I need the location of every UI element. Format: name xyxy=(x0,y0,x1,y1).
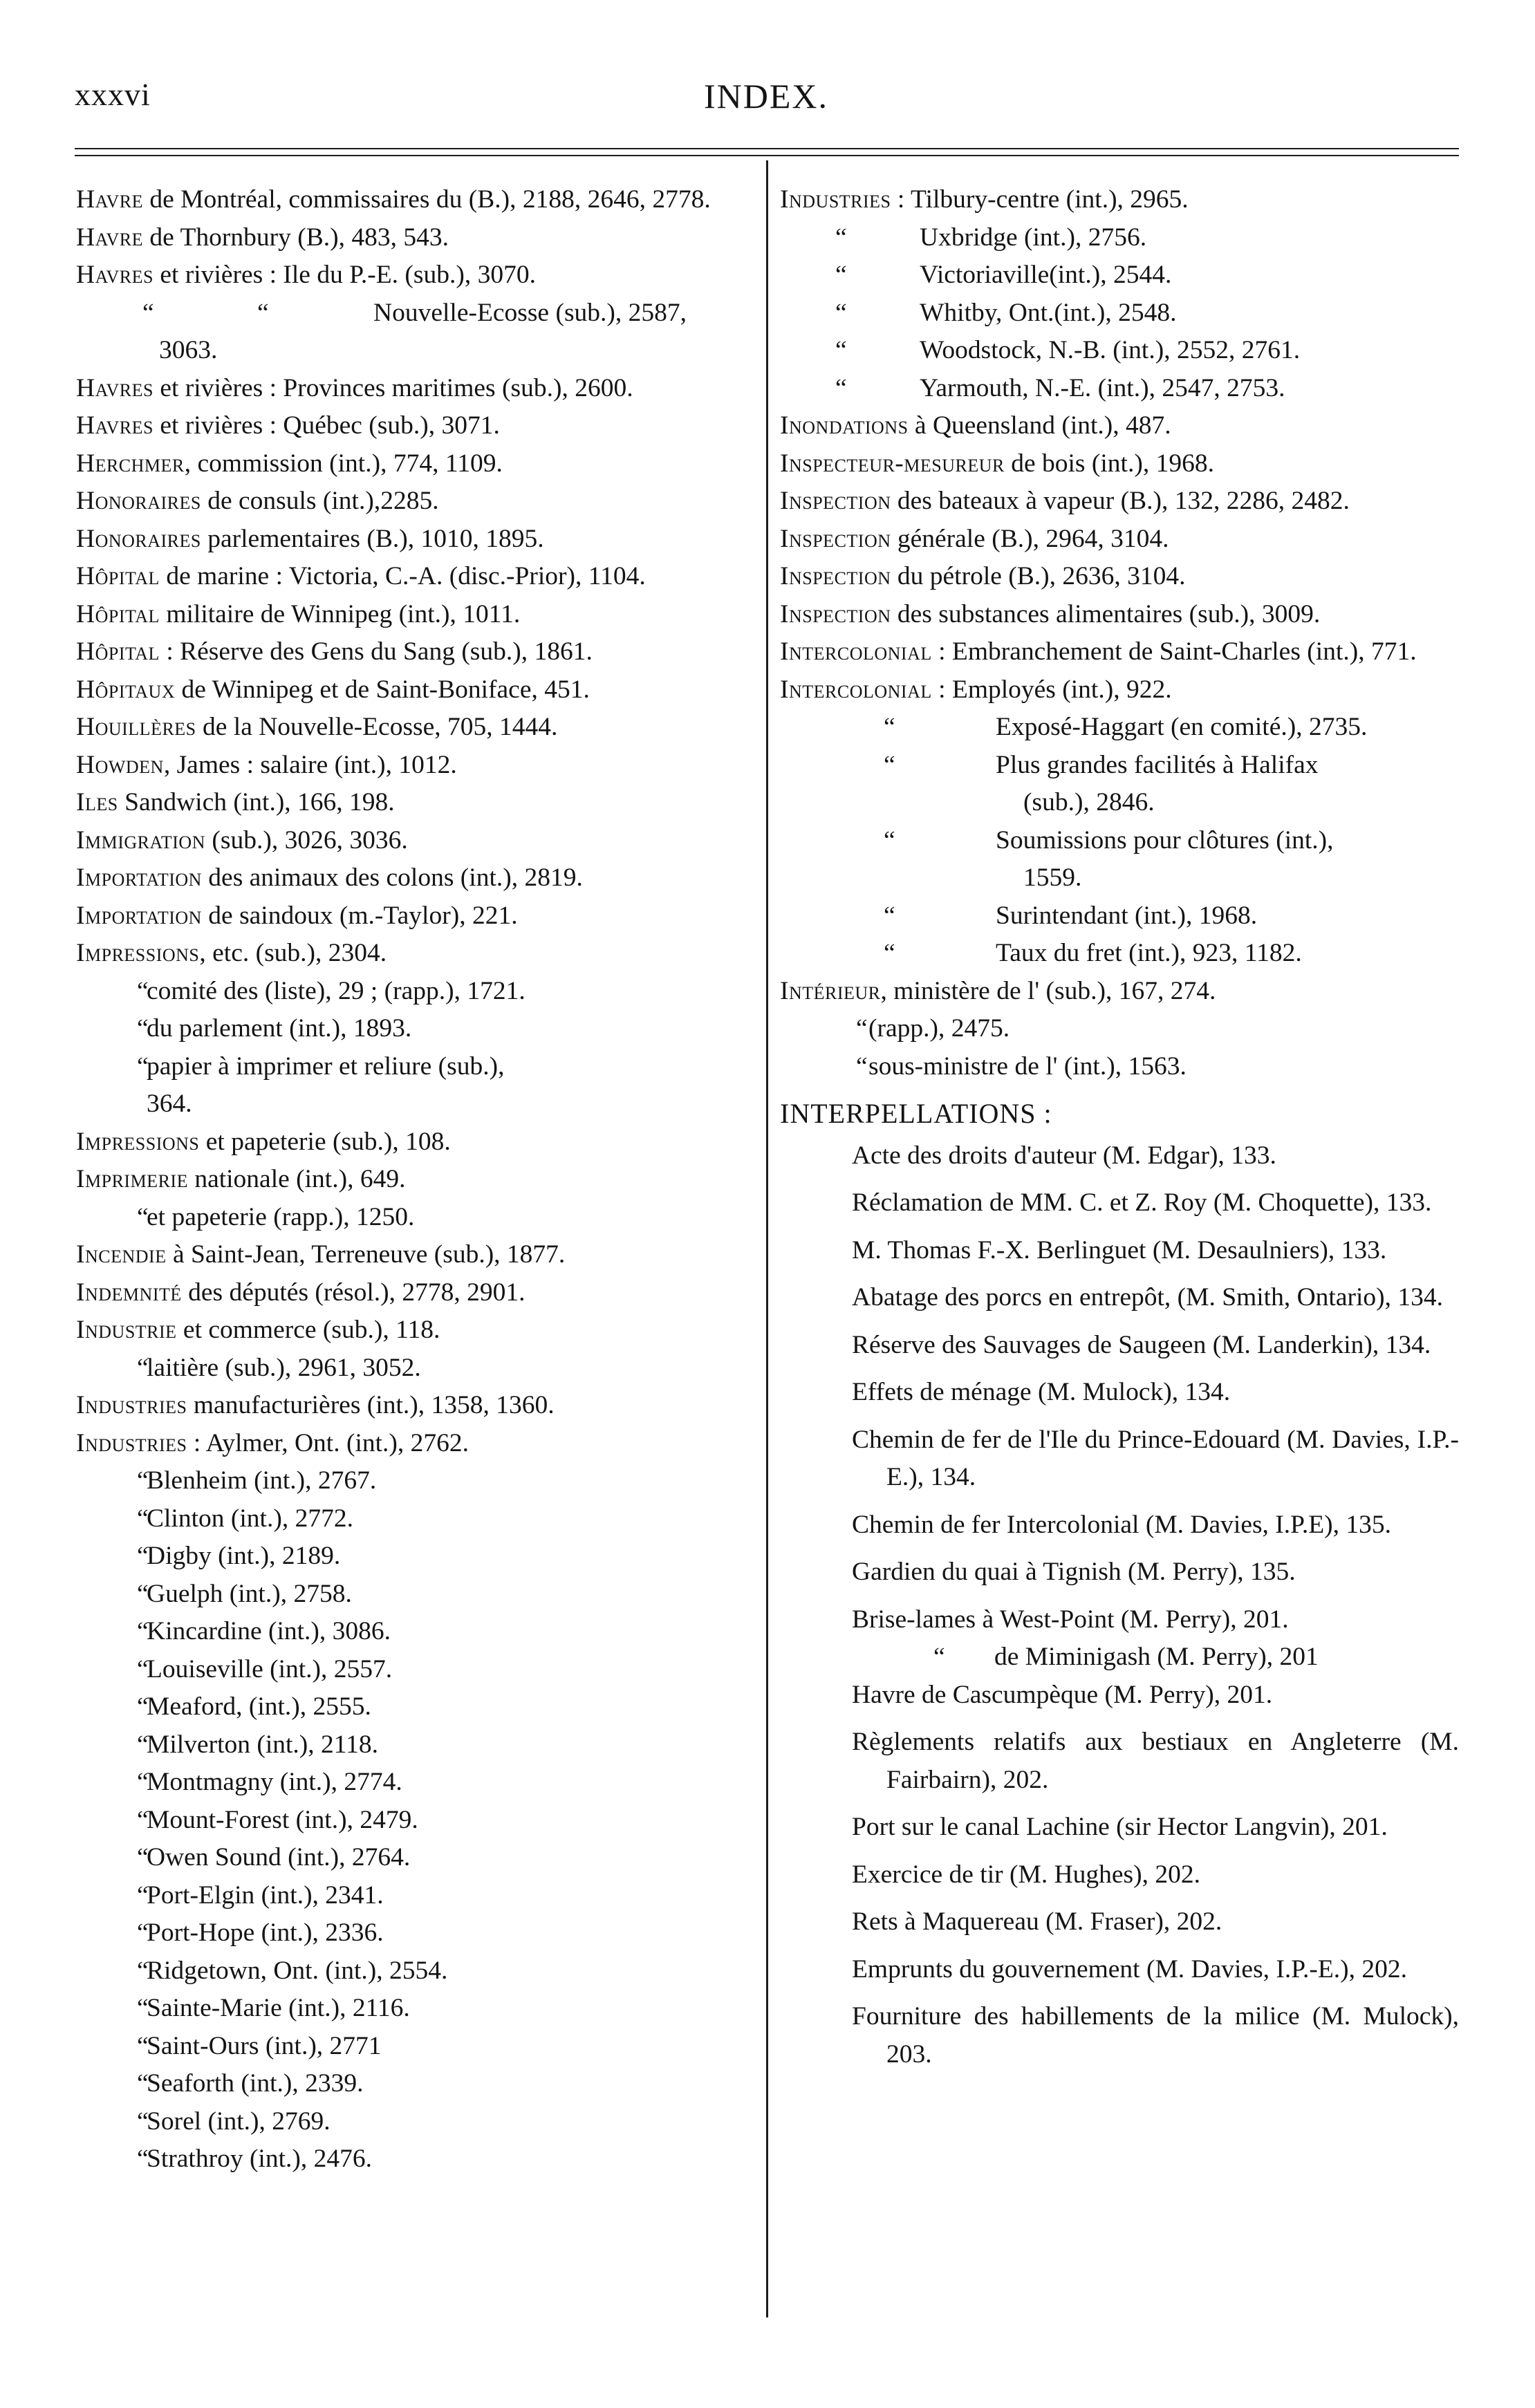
entry-text: Strathroy (int.), 2476. xyxy=(147,2145,373,2173)
index-subentry xyxy=(780,219,1459,257)
entry-text: Blenheim (int.), 2767. xyxy=(147,1466,377,1495)
ditto-mark: “ xyxy=(137,1202,149,1231)
ditto-mark: “ xyxy=(257,298,269,327)
index-entry xyxy=(76,747,755,785)
entry-keyword: Intercolonial xyxy=(780,637,932,666)
ditto-mark: “ xyxy=(137,1843,149,1872)
page-header xyxy=(75,76,1458,124)
entry-text: de marine : Victoria, C.-A. (disc.-Prior), 1104. xyxy=(159,562,646,590)
entry-keyword: Inspection xyxy=(780,524,891,553)
index-subentry xyxy=(76,1802,755,1840)
entry-keyword: Hôpital xyxy=(76,562,160,590)
index-entry xyxy=(780,445,1459,483)
entry-keyword: Howden xyxy=(76,750,164,779)
index-entry xyxy=(76,935,755,973)
ditto-mark: “ xyxy=(884,901,895,930)
index-entry xyxy=(76,445,755,483)
interpellation-item: Exercice de tir (M. Hughes), 202. xyxy=(852,1860,1200,1889)
entry-keyword: Havres xyxy=(76,373,154,402)
ditto-mark: “ xyxy=(137,1466,149,1495)
ditto-mark: “ xyxy=(137,2069,149,2098)
entry-keyword: Inspection xyxy=(780,487,891,515)
entry-keyword: Iles xyxy=(76,788,118,816)
entry-text: et papeterie (rapp.), 1250. xyxy=(147,1202,415,1231)
index-entry xyxy=(76,1425,755,1463)
index-subentry xyxy=(76,295,755,370)
entry-continuation: 364. xyxy=(147,1090,192,1118)
entry-text: manufacturières (int.), 1358, 1360. xyxy=(187,1391,555,1419)
index-subentry xyxy=(76,1613,755,1651)
entry-text: , commission (int.), 774, 1109. xyxy=(184,449,503,478)
index-subentry xyxy=(76,1990,755,2028)
ditto-mark: “ xyxy=(856,1014,868,1043)
interpellation-item: Gardien du quai à Tignish (M. Perry), 135. xyxy=(852,1558,1296,1586)
entry-text: Exposé-Haggart (en comité.), 2735. xyxy=(996,713,1368,741)
index-subentry xyxy=(76,2028,755,2066)
entry-text: des députés (résol.), 2778, 2901. xyxy=(181,1278,525,1307)
entry-keyword: Importation xyxy=(76,864,202,892)
ditto-mark: “ xyxy=(137,1692,149,1721)
index-entry xyxy=(780,558,1459,596)
index-subentry xyxy=(76,1764,755,1802)
interpellation-item: Port sur le canal Lachine (sir Hector Langvin), 201. xyxy=(852,1813,1388,1841)
index-entry xyxy=(76,671,755,709)
interpellation-item: Abatage des porcs en entrepôt, (M. Smith, Ontario), 134. xyxy=(852,1283,1444,1312)
entry-text: comité des (liste), 29 ; (rapp.), 1721. xyxy=(147,976,525,1005)
ditto-mark: “ xyxy=(137,1504,149,1533)
entry-text: Meaford, (int.), 2555. xyxy=(147,1692,371,1721)
index-entry xyxy=(780,596,1459,634)
entry-keyword: Inspection xyxy=(780,599,891,628)
index-subentry xyxy=(76,1952,755,1990)
index-entry xyxy=(76,407,755,445)
index-entry xyxy=(76,596,755,634)
entry-text: (sub.), 3026, 3036. xyxy=(205,825,408,855)
index-subentry xyxy=(76,1500,755,1538)
interpellation-item: Acte des droits d'auteur (M. Edgar), 133. xyxy=(852,1141,1276,1170)
index-entry xyxy=(76,558,755,596)
ditto-mark: “ xyxy=(137,1805,149,1834)
ditto-mark: “ xyxy=(137,1994,149,2022)
ditto-mark: “ xyxy=(933,1643,945,1671)
entry-text: Whitby, Ont.(int.), 2548. xyxy=(920,298,1177,327)
entry-keyword: Hôpital xyxy=(76,599,160,628)
entry-keyword: Honoraires xyxy=(76,487,201,515)
entry-text: et commerce (sub.), 118. xyxy=(176,1316,440,1344)
entry-keyword: Houillères xyxy=(76,713,196,741)
ditto-mark: “ xyxy=(137,2145,149,2173)
interpellation-item: Chemin de fer Intercolonial (M. Davies, I.P.E), 135. xyxy=(852,1510,1392,1539)
entry-text: Ridgetown, Ont. (int.), 2554. xyxy=(147,1956,448,1985)
index-subentry xyxy=(76,1199,755,1237)
index-subentry xyxy=(780,935,1459,973)
ditto-mark: “ xyxy=(137,2107,149,2136)
index-entry xyxy=(780,521,1459,559)
entry-text: Milverton (int.), 2118. xyxy=(147,1730,379,1759)
entry-text: Guelph (int.), 2758. xyxy=(147,1579,352,1608)
index-subentry xyxy=(76,1839,755,1877)
entry-continuation: 3063. xyxy=(159,336,218,364)
entry-text: et rivières : Ile du P.-E. (sub.), 3070. xyxy=(153,261,536,289)
ditto-mark: “ xyxy=(835,373,847,402)
ditto-mark: “ xyxy=(137,976,149,1005)
index-subentry xyxy=(76,1010,755,1048)
ditto-mark: “ xyxy=(137,1617,149,1645)
entry-keyword: Hôpitaux xyxy=(76,675,176,704)
entry-text: Sainte-Marie (int.), 2116. xyxy=(147,1994,410,2022)
entry-text: de consuls (int.),2285. xyxy=(201,487,439,515)
index-subentry xyxy=(780,295,1459,333)
entry-text: Soumissions pour clôtures (int.), xyxy=(996,825,1334,855)
index-subentry xyxy=(76,973,755,1011)
entry-text: de la Nouvelle-Ecosse, 705, 1444. xyxy=(196,713,558,741)
ditto-mark: “ xyxy=(137,1654,149,1683)
column-divider xyxy=(766,160,768,2317)
entry-text: Clinton (int.), 2772. xyxy=(147,1504,353,1533)
index-subentry xyxy=(76,1651,755,1689)
interpellation-item: Chemin de fer de l'Ile du Prince-Edouard (M. Davies, I.P.-E.), 134. xyxy=(852,1425,1459,1491)
entry-text: (rapp.), 2475. xyxy=(868,1014,1010,1043)
entry-text: Digby (int.), 2189. xyxy=(147,1542,341,1570)
index-entry xyxy=(76,1161,755,1199)
index-entry xyxy=(76,709,755,747)
ditto-mark: “ xyxy=(142,298,154,327)
entry-keyword: Industries xyxy=(76,1428,187,1457)
entry-text: Louiseville (int.), 2557. xyxy=(147,1654,393,1683)
entry-text: : Embranchement de Saint-Charles (int.), 771. xyxy=(931,637,1417,666)
index-entry xyxy=(76,859,755,897)
entry-text: nationale (int.), 649. xyxy=(187,1165,406,1193)
index-entry xyxy=(76,181,755,219)
index-entry xyxy=(76,521,755,559)
entry-keyword: Incendie xyxy=(76,1240,167,1269)
entry-text: Seaforth (int.), 2339. xyxy=(147,2069,364,2098)
entry-text: parlementaires (B.), 1010, 1895. xyxy=(201,524,544,553)
page-number: xxxvi xyxy=(75,77,151,112)
entry-keyword: Industries xyxy=(76,1391,187,1419)
left-column xyxy=(76,181,755,2178)
entry-text: Sandwich (int.), 166, 198. xyxy=(118,788,395,816)
ditto-mark: “ xyxy=(137,1353,149,1382)
ditto-mark: “ xyxy=(884,939,895,967)
index-subentry xyxy=(780,897,1459,935)
index-entry xyxy=(76,483,755,521)
entry-keyword: Imprimerie xyxy=(76,1165,188,1193)
entry-text: du parlement (int.), 1893. xyxy=(147,1014,412,1043)
entry-text: laitière (sub.), 2961, 3052. xyxy=(147,1353,421,1382)
index-entry xyxy=(76,633,755,671)
right-column xyxy=(780,181,1459,2083)
entry-keyword: Immigration xyxy=(76,825,205,855)
entry-text: papier à imprimer et reliure (sub.), xyxy=(147,1052,505,1081)
ditto-mark: “ xyxy=(137,1956,149,1985)
index-subentry xyxy=(780,709,1459,747)
entry-continuation: (sub.), 2846. xyxy=(1023,788,1155,816)
entry-text: Victoriaville(int.), 2544. xyxy=(920,261,1172,289)
index-entry xyxy=(76,1387,755,1425)
entry-text: Taux du fret (int.), 923, 1182. xyxy=(996,939,1302,967)
entry-keyword: Importation xyxy=(76,901,202,930)
interpellation-item: Havre de Cascumpèque (M. Perry), 201. xyxy=(852,1680,1273,1709)
entry-keyword: Havres xyxy=(76,261,154,289)
ditto-mark: “ xyxy=(835,223,847,252)
index-subentry xyxy=(780,1010,1459,1048)
interpellation-item: Brise-lames à West-Point (M. Perry), 201. xyxy=(852,1605,1289,1634)
index-subentry xyxy=(780,747,1459,822)
index-subentry xyxy=(76,1462,755,1500)
index-entry xyxy=(780,181,1459,219)
entry-text: des substances alimentaires (sub.), 3009. xyxy=(891,599,1321,628)
entry-keyword: Inspecteur-mesureur xyxy=(780,449,1005,478)
entry-text: , James : salaire (int.), 1012. xyxy=(163,750,457,779)
index-entry xyxy=(780,407,1459,445)
interpellation-item: Emprunts du gouvernement (M. Davies, I.P.-E.), 202. xyxy=(852,1954,1407,1984)
entry-text: et rivières : Québec (sub.), 3071. xyxy=(153,411,500,440)
interpellation-item: Effets de ménage (M. Mulock), 134. xyxy=(852,1378,1231,1406)
entry-keyword: Intérieur xyxy=(780,976,881,1005)
index-subentry xyxy=(76,1726,755,1764)
entry-keyword: Honoraires xyxy=(76,524,201,553)
entry-text: des bateaux à vapeur (B.), 132, 2286, 2482. xyxy=(891,487,1350,515)
ditto-mark: “ xyxy=(137,1579,149,1608)
ditto-mark: “ xyxy=(884,713,895,741)
entry-text: générale (B.), 2964, 3104. xyxy=(891,524,1169,553)
entry-text: Kincardine (int.), 3086. xyxy=(147,1617,391,1645)
entry-keyword: Inspection xyxy=(780,562,891,590)
entry-text: Sorel (int.), 2769. xyxy=(147,2107,331,2136)
entry-text: : Réserve des Gens du Sang (sub.), 1861. xyxy=(159,637,593,666)
entry-text: à Saint-Jean, Terreneuve (sub.), 1877. xyxy=(166,1240,566,1269)
index-subentry xyxy=(76,1877,755,1915)
entry-keyword: Hôpital xyxy=(76,637,160,666)
entry-text: , etc. (sub.), 2304. xyxy=(199,939,387,967)
entry-keyword: Herchmer xyxy=(76,449,185,478)
entry-text: de Miminigash (M. Perry), 201 xyxy=(994,1643,1319,1671)
index-entry xyxy=(780,483,1459,521)
ditto-mark: “ xyxy=(137,1542,149,1570)
entry-keyword: Havres xyxy=(76,411,154,440)
index-subentry xyxy=(76,1048,755,1123)
entry-keyword: Impressions xyxy=(76,939,200,967)
index-subentry xyxy=(76,2103,755,2141)
entry-text: militaire de Winnipeg (int.), 1011. xyxy=(159,599,521,628)
index-entry xyxy=(76,784,755,822)
entry-keyword: Intercolonial xyxy=(780,675,932,704)
entry-text: Owen Sound (int.), 2764. xyxy=(147,1843,411,1872)
ditto-mark: “ xyxy=(835,336,847,364)
index-entry xyxy=(76,822,755,860)
entry-text: à Queensland (int.), 487. xyxy=(908,411,1171,440)
entry-text: et papeterie (sub.), 108. xyxy=(199,1127,451,1156)
index-entry xyxy=(76,256,755,295)
entry-text: de saindoux (m.-Taylor), 221. xyxy=(201,901,518,930)
entry-text: sous-ministre de l' (int.), 1563. xyxy=(868,1052,1187,1081)
index-subentry xyxy=(76,1576,755,1614)
ditto-mark: “ xyxy=(137,2031,149,2060)
entry-text: : Employés (int.), 922. xyxy=(931,675,1172,704)
entry-keyword: Industries xyxy=(780,185,891,214)
entry-text: de Montréal, commissaires du (B.), 2188, 2646, 2778. xyxy=(143,185,711,214)
entry-keyword: Havre xyxy=(76,185,144,214)
ditto-mark: “ xyxy=(137,1919,149,1947)
entry-text: des animaux des colons (int.), 2819. xyxy=(201,864,583,892)
entry-text: Port-Elgin (int.), 2341. xyxy=(147,1880,384,1910)
entry-text: Nouvelle-Ecosse (sub.), 2587, xyxy=(373,298,687,327)
entry-text: de Winnipeg et de Saint-Boniface, 451. xyxy=(175,675,590,704)
ditto-mark: “ xyxy=(137,1014,149,1043)
ditto-mark: “ xyxy=(835,298,847,327)
ditto-mark: “ xyxy=(137,1768,149,1796)
interpellation-item: Règlements relatifs aux bestiaux en Angleterre (M. Fairbairn), 202. xyxy=(852,1728,1459,1794)
index-entry xyxy=(780,671,1459,709)
ditto-mark: “ xyxy=(137,1730,149,1759)
entry-keyword: Industrie xyxy=(76,1316,177,1344)
index-entry xyxy=(76,1312,755,1350)
index-entry xyxy=(76,897,755,935)
ditto-mark: “ xyxy=(137,1052,149,1081)
index-subentry xyxy=(780,370,1459,408)
entry-text: Surintendant (int.), 1968. xyxy=(996,901,1258,930)
entry-text: : Tilbury-centre (int.), 2965. xyxy=(891,185,1189,214)
interpellation-item: M. Thomas F.-X. Berlinguet (M. Desaulniers), 133. xyxy=(852,1235,1387,1264)
entry-text: Yarmouth, N.-E. (int.), 2547, 2753. xyxy=(920,373,1285,402)
index-subentry xyxy=(76,1538,755,1576)
entry-text: Mount-Forest (int.), 2479. xyxy=(147,1805,418,1834)
index-entry xyxy=(76,219,755,257)
index-subentry xyxy=(76,1914,755,1952)
ditto-mark: “ xyxy=(835,261,847,289)
index-subentry xyxy=(780,256,1459,295)
entry-text: Saint-Ours (int.), 2771 xyxy=(147,2031,382,2060)
ditto-mark: “ xyxy=(856,1052,868,1081)
ditto-mark: “ xyxy=(884,750,895,779)
entry-text: et rivières : Provinces maritimes (sub.), 2600. xyxy=(153,373,633,402)
interpellation-item: Fourniture des habillements de la milice (M. Mulock), 203. xyxy=(852,2002,1459,2069)
index-subentry xyxy=(76,1350,755,1388)
interpellation-item: Réserve des Sauvages de Saugeen (M. Landerkin), 134. xyxy=(852,1330,1431,1359)
entry-text: de bois (int.), 1968. xyxy=(1004,449,1214,478)
entry-continuation: 1559. xyxy=(1023,864,1082,892)
index-subentry xyxy=(76,2140,755,2178)
entry-text: de Thornbury (B.), 483, 543. xyxy=(143,223,449,252)
index-subentry xyxy=(76,1688,755,1726)
entry-text: du pétrole (B.), 2636, 3104. xyxy=(891,562,1186,590)
running-title: INDEX. xyxy=(703,77,829,115)
entry-keyword: Impressions xyxy=(76,1127,200,1156)
index-entry xyxy=(780,633,1459,671)
entry-text: Port-Hope (int.), 2336. xyxy=(147,1919,384,1947)
header-rule-bottom xyxy=(75,155,1459,156)
index-subentry xyxy=(780,822,1459,897)
index-entry xyxy=(76,1236,755,1274)
index-subentry xyxy=(780,332,1459,370)
entry-text: , ministère de l' (sub.), 167, 274. xyxy=(880,976,1216,1005)
index-subentry xyxy=(76,2065,755,2103)
entry-keyword: Indemnité xyxy=(76,1278,182,1307)
entry-text: Montmagny (int.), 2774. xyxy=(147,1768,402,1796)
entry-keyword: Havre xyxy=(76,223,144,252)
index-subentry xyxy=(780,1048,1459,1086)
entry-text: Woodstock, N.-B. (int.), 2552, 2761. xyxy=(920,336,1301,364)
ditto-mark: “ xyxy=(137,1880,149,1910)
entry-text: Uxbridge (int.), 2756. xyxy=(920,223,1147,252)
section-heading: INTERPELLATIONS : xyxy=(780,1098,1052,1129)
interpellation-item: Rets à Maquereau (M. Fraser), 202. xyxy=(852,1907,1222,1936)
index-entry xyxy=(780,973,1459,1011)
header-rule-top xyxy=(75,148,1459,149)
ditto-mark: “ xyxy=(884,825,895,855)
entry-text: Plus grandes facilités à Halifax xyxy=(996,750,1319,779)
interpellation-item: Réclamation de MM. C. et Z. Roy (M. Choquette), 133. xyxy=(852,1188,1432,1217)
entry-text: : Aylmer, Ont. (int.), 2762. xyxy=(187,1428,469,1457)
entry-keyword: Inondations xyxy=(780,411,909,440)
index-entry xyxy=(76,370,755,408)
interpellation-item xyxy=(780,1639,1459,1677)
index-entry xyxy=(76,1123,755,1161)
index-entry xyxy=(76,1274,755,1312)
